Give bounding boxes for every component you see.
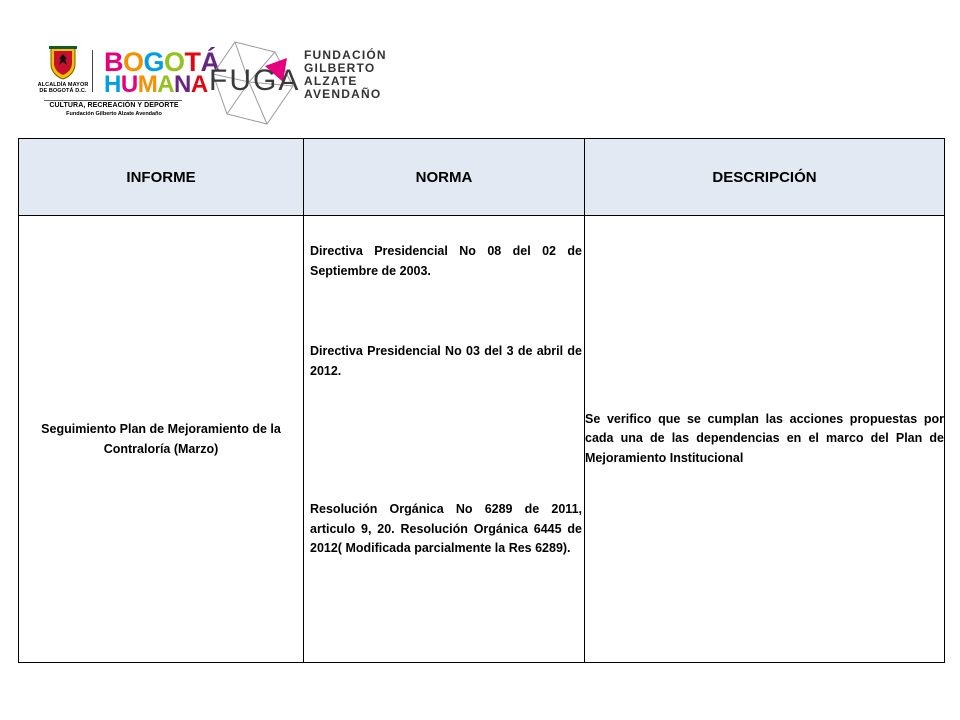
header-norma: NORMA: [304, 139, 585, 216]
fuga-name: [304, 49, 387, 101]
wordmark-letter: A: [190, 71, 208, 98]
wordmark-letter: B: [104, 47, 123, 77]
alcaldia-text: [28, 82, 98, 94]
wordmark-letter: G: [143, 47, 165, 77]
cell-norma: [304, 216, 585, 663]
norma-item: Directiva Presidencial No 03 del 3 de abril de 2012.: [310, 344, 582, 378]
wordmark-letter: U: [120, 71, 138, 98]
alcaldia-line1: ALCALDÍA MAYOR: [37, 82, 89, 88]
alcaldia-line2: DE BOGOTÁ D.C.: [39, 88, 87, 94]
fuga-logo: [205, 38, 301, 130]
alcaldia-logo: [28, 46, 98, 94]
wordmark-letter: T: [184, 47, 201, 77]
logo-divider: [92, 50, 93, 92]
wordmark-letter: N: [174, 71, 191, 98]
wordmark-letter: H: [104, 71, 121, 98]
fuga-name-line: FUNDACIÓN: [304, 48, 387, 62]
header-informe: INFORME: [19, 139, 304, 216]
report-table: [18, 138, 945, 663]
wordmark-letter: A: [157, 71, 175, 98]
wordmark-letter: M: [137, 71, 158, 98]
coat-of-arms-icon: [48, 46, 78, 80]
header-logos: [0, 0, 960, 135]
wordmark-letter: O: [164, 47, 185, 77]
fuga-mark: FUGA: [209, 64, 301, 97]
fuga-name-line: ALZATE: [304, 74, 358, 88]
cell-descripcion: Se verifico que se cumplan las acciones propuestas por cada una de las dependencias en el marco del Plan de Mejoramiento Institucional: [585, 216, 945, 663]
fundacion-subtitle: Fundación Gilberto Alzate Avendaño: [66, 111, 162, 117]
norma-item: Resolución Orgánica No 6289 de 2011, articulo 9, 20. Resolución Orgánica 6445 de 2012( Modificada parcialmente la Res 6289).: [310, 502, 582, 555]
fuga-name-line: AVENDAÑO: [304, 87, 382, 101]
cell-informe: Seguimiento Plan de Mejoramiento de la Contraloría (Marzo): [19, 216, 304, 663]
norma-item: Directiva Presidencial No 08 del 02 de Septiembre de 2003.: [310, 244, 582, 278]
table-header-row: [19, 139, 945, 216]
table-row: [19, 216, 945, 663]
cultura-text: CULTURA, RECREACIÓN Y DEPORTE: [49, 102, 179, 109]
header-descripcion: DESCRIPCIÓN: [585, 139, 945, 216]
wordmark-letter: Á: [200, 47, 220, 77]
humana-wordmark: [104, 73, 208, 97]
fuga-name-line: GILBERTO: [304, 61, 376, 75]
wordmark-letter: O: [123, 47, 144, 77]
logo-underline: [44, 100, 182, 101]
